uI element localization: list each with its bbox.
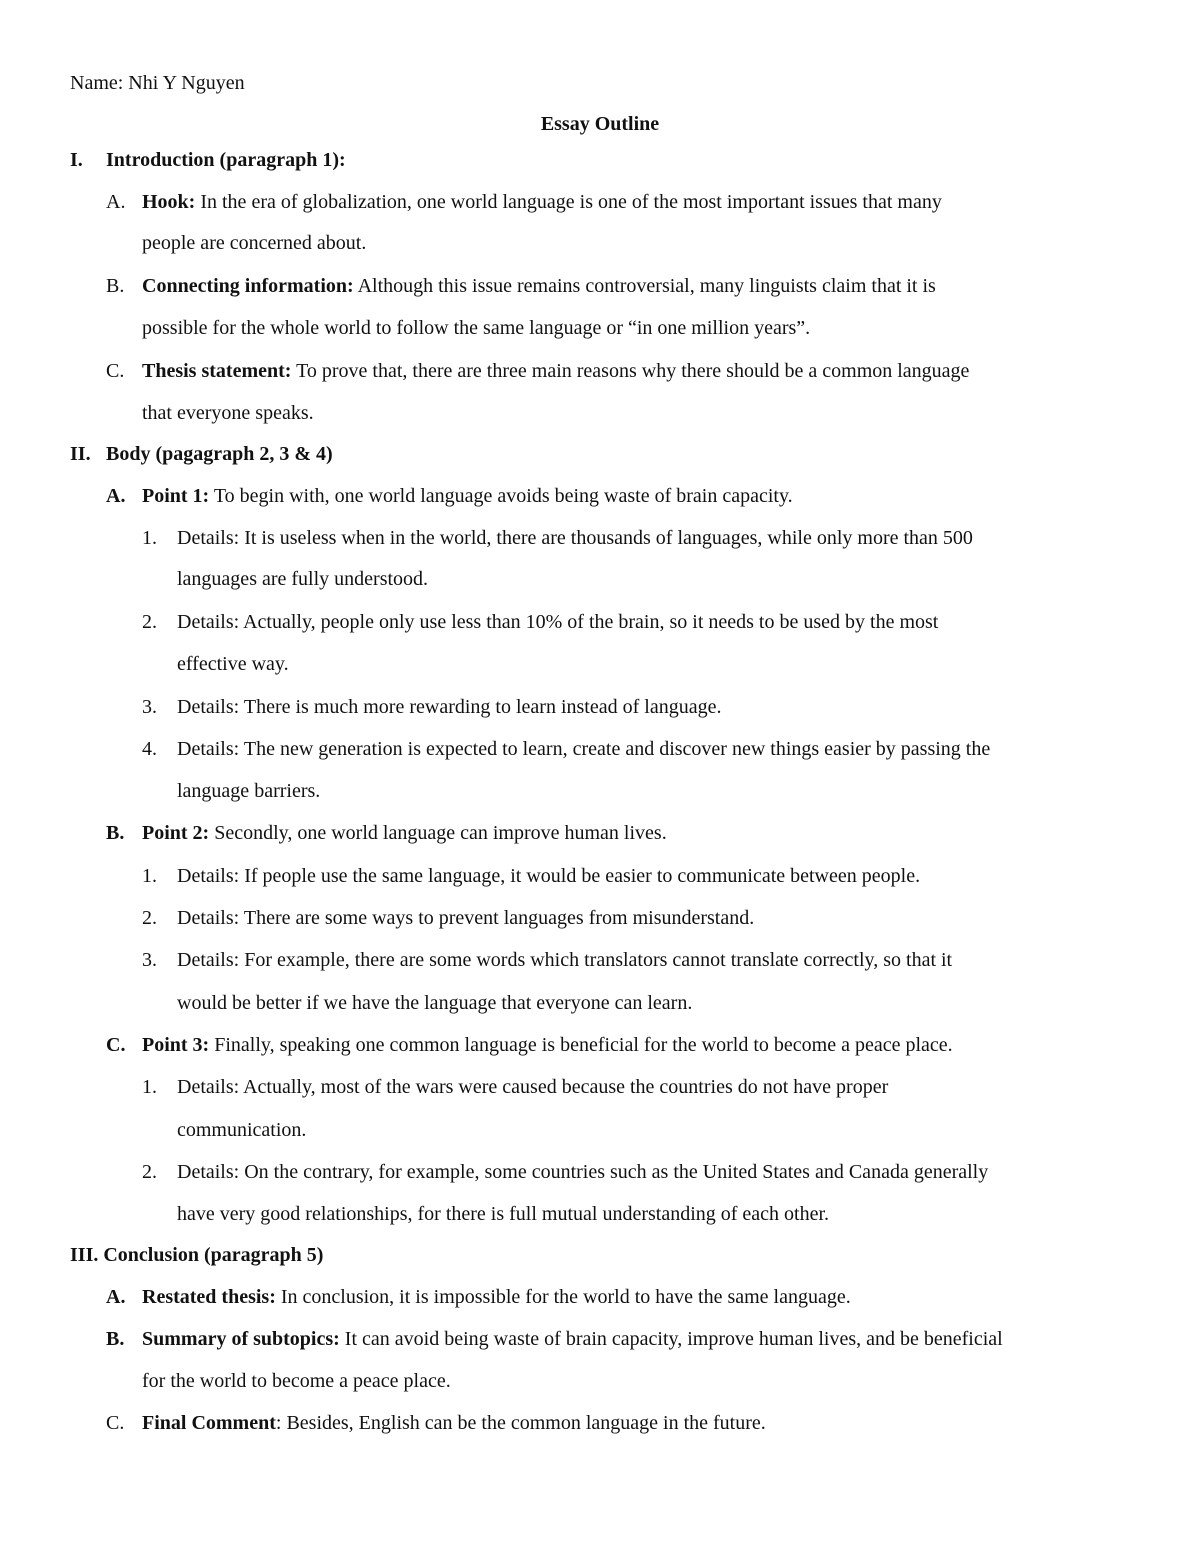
section-numeral: III. <box>70 1244 99 1266</box>
detail-text-continued: languages are fully understood. <box>177 568 429 590</box>
detail-text-continued: language barriers. <box>177 780 321 802</box>
point-letter: A. <box>106 485 126 507</box>
section-heading: Conclusion (paragraph 5) <box>103 1244 324 1266</box>
item-text-continued: people are concerned about. <box>142 232 367 254</box>
item-label: Hook: <box>142 191 196 213</box>
detail-number: 2. <box>142 1161 157 1183</box>
detail-text: Details: If people use the same language, it would be easier to communicate between people. <box>177 865 921 887</box>
detail-text: Details: For example, there are some words which translators cannot translate correctly, so that it <box>177 949 953 971</box>
conclusion-restated-thesis <box>142 1285 851 1309</box>
item-label: Thesis statement: <box>142 360 292 382</box>
body-point-3 <box>142 1033 953 1057</box>
section-numeral: I. <box>70 149 83 171</box>
item-text: To prove that, there are three main reasons why there should be a common language <box>291 360 970 382</box>
body-point-2 <box>142 821 667 845</box>
detail-text: Details: Actually, people only use less than 10% of the brain, so it needs to be used by the most <box>177 611 939 633</box>
item-text-continued: possible for the whole world to follow the same language or “in one million years”. <box>142 317 811 339</box>
detail-number: 1. <box>142 865 157 887</box>
detail-text: Details: It is useless when in the world, there are thousands of languages, while only more than 500 <box>177 527 973 549</box>
detail-text: Details: The new generation is expected to learn, create and discover new things easier by passing the <box>177 738 991 760</box>
point-label: Point 3: <box>142 1034 210 1056</box>
detail-text: Details: There is much more rewarding to learn instead of language. <box>177 696 722 718</box>
item-text-continued: for the world to become a peace place. <box>142 1370 451 1392</box>
item-letter: A. <box>106 191 126 213</box>
detail-text: Details: Actually, most of the wars were caused because the countries do not have proper <box>177 1076 889 1098</box>
detail-number: 2. <box>142 907 157 929</box>
detail-number: 1. <box>142 1076 157 1098</box>
item-letter: B. <box>106 1328 125 1350</box>
intro-connecting-information <box>142 274 936 298</box>
detail-number: 2. <box>142 611 157 633</box>
point-label: Point 1: <box>142 485 210 507</box>
detail-number: 3. <box>142 696 157 718</box>
intro-thesis-statement <box>142 359 969 383</box>
detail-number: 4. <box>142 738 157 760</box>
section-numeral: II. <box>70 443 91 465</box>
student-name: Name: Nhi Y Nguyen <box>70 72 245 94</box>
section-heading: Introduction (paragraph 1): <box>106 149 346 171</box>
item-letter: A. <box>106 1286 126 1308</box>
item-letter: C. <box>106 1412 125 1434</box>
item-label: Summary of subtopics: <box>142 1328 340 1350</box>
point-text: Secondly, one world language can improve human lives. <box>209 822 667 844</box>
detail-number: 3. <box>142 949 157 971</box>
point-text: Finally, speaking one common language is beneficial for the world to become a peace place. <box>209 1034 953 1056</box>
detail-number: 1. <box>142 527 157 549</box>
item-label: Restated thesis: <box>142 1286 276 1308</box>
conclusion-final-comment <box>142 1411 766 1435</box>
item-text-continued: that everyone speaks. <box>142 402 314 424</box>
detail-text: Details: On the contrary, for example, some countries such as the United States and Canada generally <box>177 1161 989 1183</box>
item-text: In the era of globalization, one world language is one of the most important issues that many <box>195 191 942 213</box>
conclusion-summary <box>142 1327 1003 1351</box>
point-text: To begin with, one world language avoids being waste of brain capacity. <box>209 485 793 507</box>
detail-text-continued: effective way. <box>177 653 289 675</box>
point-letter: B. <box>106 822 125 844</box>
item-letter: B. <box>106 275 125 297</box>
section-heading: Body (pagagraph 2, 3 & 4) <box>106 443 333 465</box>
item-text: Although this issue remains controversial, many linguists claim that it is <box>353 275 936 297</box>
body-point-1 <box>142 484 793 508</box>
point-label: Point 2: <box>142 822 210 844</box>
item-label: Final Comment <box>142 1412 276 1434</box>
item-text: In conclusion, it is impossible for the world to have the same language. <box>275 1286 851 1308</box>
detail-text-continued: have very good relationships, for there is full mutual understanding of each other. <box>177 1203 830 1225</box>
item-text: : Besides, English can be the common language in the future. <box>275 1412 766 1434</box>
point-letter: C. <box>106 1034 126 1056</box>
item-text: It can avoid being waste of brain capacity, improve human lives, and be beneficial <box>339 1328 1003 1350</box>
detail-text: Details: There are some ways to prevent languages from misunderstand. <box>177 907 755 929</box>
detail-text-continued: communication. <box>177 1119 307 1141</box>
detail-text-continued: would be better if we have the language that everyone can learn. <box>177 992 693 1014</box>
document-title: Essay Outline <box>540 113 660 135</box>
conclusion-heading-line <box>70 1243 323 1267</box>
item-letter: C. <box>106 360 125 382</box>
item-label: Connecting information: <box>142 275 354 297</box>
intro-hook <box>142 190 942 214</box>
